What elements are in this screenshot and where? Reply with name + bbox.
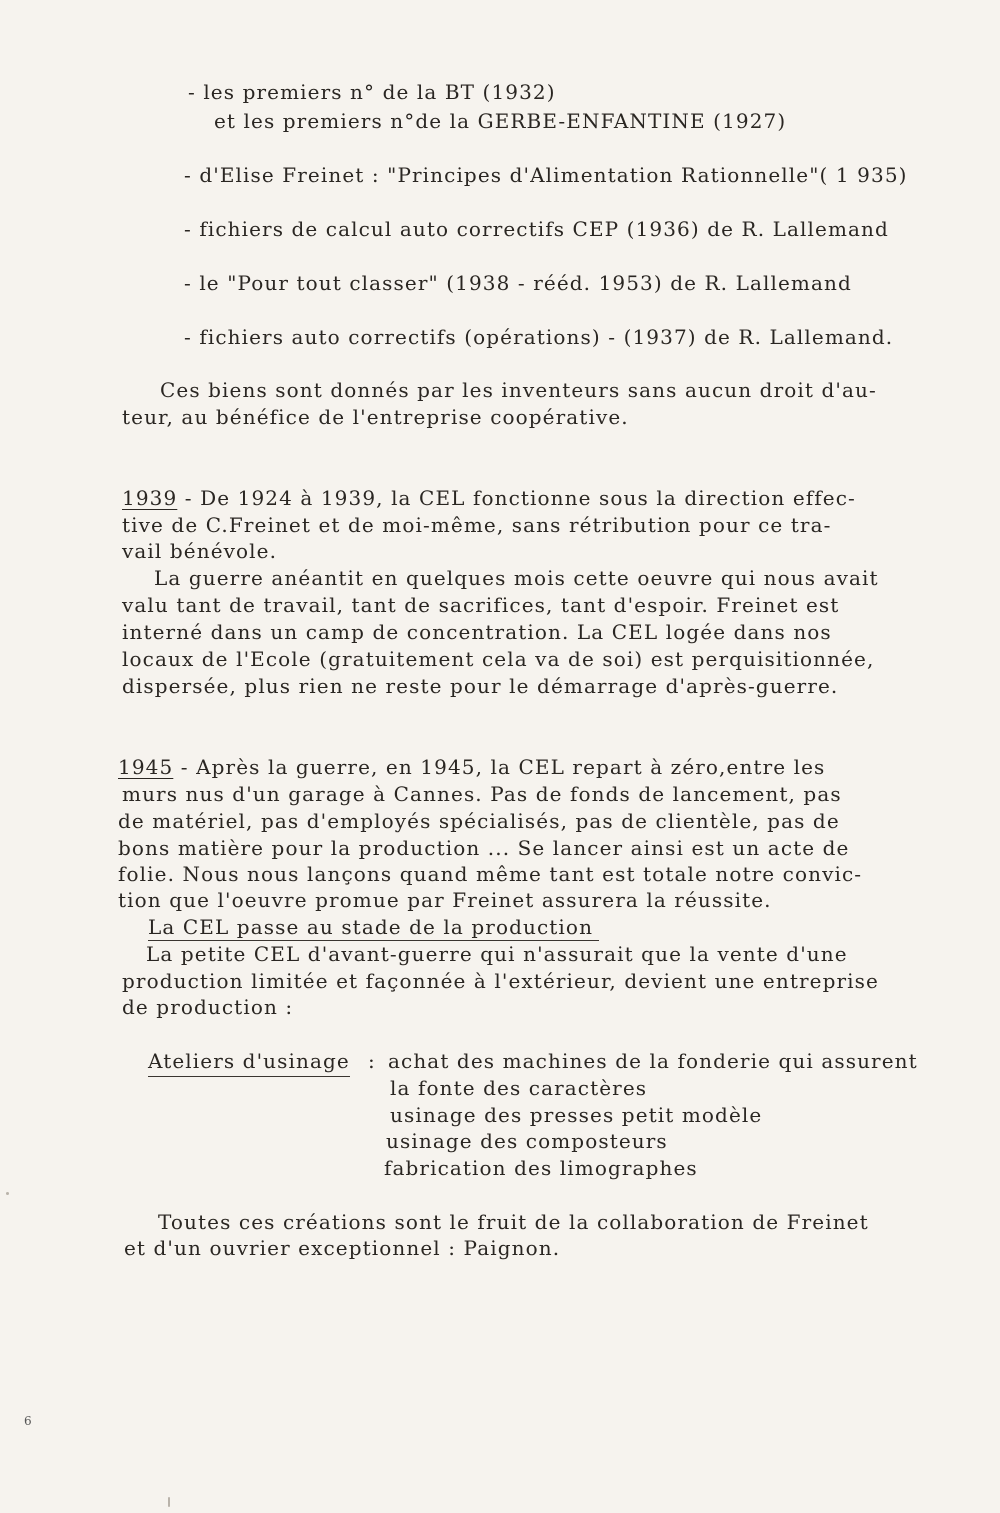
list-item-pour-tout-classer: - le "Pour tout classer" (1938 - rééd. 1953) de R. Lallemand bbox=[184, 271, 852, 295]
section-1945-line: tion que l'oeuvre promue par Freinet assurera la réussite. bbox=[118, 888, 772, 912]
para-biens-line1: Ces biens sont donnés par les inventeurs sans aucun droit d'au- bbox=[160, 378, 877, 402]
year-1945: 1945 bbox=[118, 755, 174, 779]
section-1939-first-line-text: - De 1924 à 1939, la CEL fonctionne sous la direction effec- bbox=[177, 486, 856, 510]
section-1939-line: tive de C.Freinet et de moi-même, sans rétribution pour ce tra- bbox=[122, 513, 832, 537]
section-1945-after-line: production limitée et façonnée à l'extérieur, devient une entreprise bbox=[122, 969, 879, 993]
section-1945-line: de matériel, pas d'employés spécialisés, pas de clientèle, pas de bbox=[118, 809, 840, 833]
list-item-elise-freinet: - d'Elise Freinet : "Principes d'Alimentation Rationnelle"( 1 935) bbox=[184, 163, 908, 187]
section-1939-line: La guerre anéantit en quelques mois cette oeuvre qui nous avait bbox=[154, 566, 879, 590]
subheading-production: La CEL passe au stade de la production bbox=[148, 914, 599, 941]
list-item-fichiers-calcul: - fichiers de calcul auto correctifs CEP (1936) de R. Lallemand bbox=[184, 217, 889, 241]
section-1939-line: dispersée, plus rien ne reste pour le démarrage d'après-guerre. bbox=[122, 674, 839, 698]
section-1939-line: valu tant de travail, tant de sacrifices, tant d'espoir. Freinet est bbox=[122, 593, 840, 617]
ateliers-item: fabrication des limographes bbox=[384, 1156, 698, 1180]
ateliers-colon: : bbox=[368, 1049, 376, 1073]
para-toutes-line1: Toutes ces créations sont le fruit de la collaboration de Freinet bbox=[158, 1210, 869, 1234]
ateliers-item: la fonte des caractères bbox=[390, 1076, 648, 1100]
list-item-bt-line1: - les premiers n° de la BT (1932) bbox=[188, 80, 556, 104]
list-item-bt-line2: et les premiers n°de la GERBE-ENFANTINE (1927) bbox=[214, 109, 787, 133]
section-1939-line: vail bénévole. bbox=[122, 539, 278, 563]
section-1939-first-line bbox=[122, 485, 856, 511]
section-1945-line: murs nus d'un garage à Cannes. Pas de fonds de lancement, pas bbox=[122, 782, 842, 806]
year-1939: 1939 bbox=[122, 486, 178, 510]
ateliers-item: usinage des composteurs bbox=[386, 1129, 668, 1153]
section-1945-after-line: La petite CEL d'avant-guerre qui n'assurait que la vente d'une bbox=[146, 942, 848, 966]
para-biens-line2: teur, au bénéfice de l'entreprise coopérative. bbox=[122, 405, 629, 429]
section-1939-line: locaux de l'Ecole (gratuitement cela va de soi) est perquisitionnée, bbox=[122, 647, 875, 671]
section-1945-line: bons matière pour la production ... Se lancer ainsi est un acte de bbox=[118, 836, 850, 860]
paper-speck bbox=[6, 1192, 9, 1195]
page-number: 6 bbox=[24, 1414, 32, 1428]
para-toutes-line2: et d'un ouvrier exceptionnel : Paignon. bbox=[124, 1236, 561, 1260]
list-item-fichiers-operations: - fichiers auto correctifs (opérations) - (1937) de R. Lallemand. bbox=[184, 325, 894, 349]
section-1945-after-line: de production : bbox=[122, 995, 294, 1019]
section-1945-first-line-text: - Après la guerre, en 1945, la CEL repart à zéro,entre les bbox=[173, 755, 826, 779]
section-1939-line: interné dans un camp de concentration. La CEL logée dans nos bbox=[122, 620, 832, 644]
ateliers-item: usinage des presses petit modèle bbox=[390, 1103, 763, 1127]
section-1945-first-line bbox=[118, 754, 825, 780]
ateliers-item: achat des machines de la fonderie qui assurent bbox=[388, 1049, 918, 1073]
ateliers-label: Ateliers d'usinage bbox=[148, 1048, 350, 1077]
paper-speck bbox=[168, 1497, 170, 1507]
section-1945-line: folie. Nous nous lançons quand même tant est totale notre convic- bbox=[118, 862, 863, 886]
